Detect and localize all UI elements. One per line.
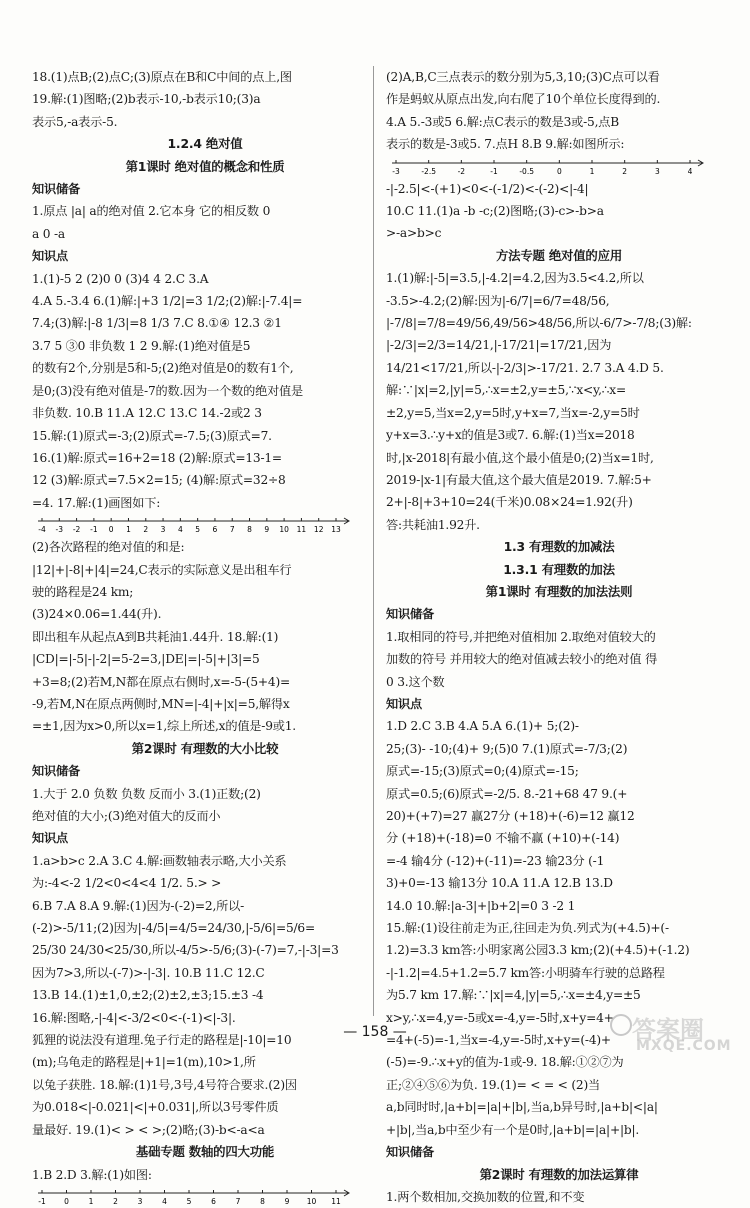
answer-line: 1.B 2.D 3.解:(1)如图: bbox=[32, 1167, 152, 1182]
number-line-label: 4 bbox=[687, 166, 693, 176]
number-line-label: 0 bbox=[556, 166, 562, 176]
number-line-label: 6 bbox=[211, 1196, 216, 1206]
number-line-label: 5 bbox=[195, 525, 201, 535]
answer-line: 4.A 5.-3或5 6.解:点C表示的数是3或-5,点B bbox=[386, 114, 620, 129]
answer-line: 1.2)=3.3 km答:小明家离公园3.3 km;(2)(+4.5)+(-1.2) bbox=[386, 943, 690, 958]
answer-line: 6.B 7.A 8.A 9.解:(1)因为-(-2)=2,所以- bbox=[32, 898, 245, 913]
answer-line: 知识储备 bbox=[32, 764, 80, 779]
number-line-label: 8 bbox=[260, 1196, 265, 1206]
number-line-figure bbox=[386, 157, 732, 177]
answer-line: +3=8;(2)若M,N都在原点右侧时,x=-5-(5+4)= bbox=[32, 674, 291, 689]
answer-line: 16.(1)解:原式=16+2=18 (2)解:原式=13-1= bbox=[32, 450, 282, 465]
number-line-label: 3 bbox=[654, 166, 660, 176]
answer-line: (3)24×0.06=1.44(升). bbox=[32, 607, 162, 622]
answer-line: 知识储备 bbox=[386, 607, 434, 622]
answer-line: 16.解:图略,-|-4|<-3/2<0<-(-1)<|-3|. bbox=[32, 1010, 236, 1025]
answer-line: a,b同时时,|a+b|=|a|+|b|,当a,b异号时,|a+b|<|a| bbox=[386, 1100, 658, 1115]
answer-line: |-2/3|=2/3=14/21,|-17/21|=17/21,因为 bbox=[386, 338, 612, 353]
answer-line: 为:-4<-2 1/2<0<4<4 1/2. 5.> > bbox=[32, 876, 222, 891]
number-line-label: 3 bbox=[160, 525, 166, 535]
answer-line: 非负数. 10.B 11.A 12.C 13.C 14.-2或2 3 bbox=[32, 406, 262, 421]
number-line-label: 2 bbox=[113, 1196, 118, 1206]
answer-line: 1.两个数相加,交换加数的位置,和不变 bbox=[386, 1189, 585, 1204]
answer-line: 正;②④⑤⑥为负. 19.(1)= < = < (2)当 bbox=[386, 1077, 601, 1092]
number-line-label: 9 bbox=[284, 1196, 290, 1206]
answer-line: 20)+(+7)=27 赢27分 (+18)+(-6)=12 赢12 bbox=[386, 809, 635, 823]
watermark-logo: 答案圈 MXQE.COM bbox=[610, 1010, 734, 1056]
answer-line: 原式=-15;(3)原式=0;(4)原式=-15; bbox=[386, 764, 579, 779]
answer-line: 原式=0.5;(6)原式=-2/5. 8.-21+68 47 9.(+ bbox=[386, 786, 628, 801]
answer-line: =±1,因为x>0,所以x=1,综上所述,x的值是-9或1. bbox=[32, 719, 296, 734]
answer-line: -9,若M,N在原点两侧时,MN=|-4|+|x|=5,解得x bbox=[32, 696, 290, 711]
answer-line: (2)A,B,C三点表示的数分别为5,3,10;(3)C点可以看 bbox=[386, 70, 660, 84]
answer-line: 1.2.4 绝对值 bbox=[167, 136, 243, 152]
answer-line: 12 (3)解:原式=7.5×2=15; (4)解:原式=32÷8 bbox=[32, 473, 286, 488]
answer-line: 10.C 11.(1)a -b -c;(2)图略;(3)-c>-b>a bbox=[386, 204, 604, 219]
answer-line: =-4 输4分 (-12)+(-11)=-23 输23分 (-1 bbox=[386, 853, 605, 868]
number-line-label: 3 bbox=[137, 1196, 143, 1206]
answer-line: 为0.018<|-0.021|<|+0.031|,所以3号零件质 bbox=[32, 1100, 279, 1115]
number-line-label: -2 bbox=[457, 166, 466, 176]
answer-line: >-a>b>c bbox=[386, 226, 442, 241]
number-line-label: -1 bbox=[90, 525, 98, 535]
answer-line: 25;(3)- -10;(4)+ 9;(5)0 7.(1)原式=-7/3;(2) bbox=[386, 741, 628, 756]
answer-line: 1.原点 |a| a的绝对值 2.它本身 它的相反数 0 bbox=[32, 204, 271, 219]
number-line-label: 11 bbox=[331, 1196, 341, 1206]
number-line-label: 4 bbox=[162, 1196, 167, 1206]
answer-line: |CD|=|-5|-|-2|=5-2=3,|DE|=|-5|+|3|=5 bbox=[32, 652, 260, 667]
answer-line: 知识点 bbox=[32, 249, 68, 264]
answer-line: 第1课时 绝对值的概念和性质 bbox=[125, 158, 285, 174]
number-line-label: -1 bbox=[490, 166, 498, 176]
answer-line: 1.a>b>c 2.A 3.C 4.解:画数轴表示略,大小关系 bbox=[32, 853, 287, 868]
answer-line: 1.D 2.C 3.B 4.A 5.A 6.(1)+ 5;(2)- bbox=[386, 719, 579, 734]
number-line-label: -2 bbox=[72, 525, 81, 535]
answer-line: 为5.7 km 17.解:∵|x|=4,|y|=5,∴x=±4,y=±5 bbox=[386, 988, 641, 1003]
answer-line: -3.5>-4.2;(2)解:因为|-6/7|=6/7=48/56, bbox=[386, 293, 610, 308]
answer-line: 因为7>3,所以-(-7)>-|-3|. 10.B 11.C 12.C bbox=[32, 965, 265, 980]
answer-line: 量最好. 19.(1)< > < >;(2)略;(3)-b<-a<a bbox=[32, 1122, 265, 1137]
number-line-label: 10 bbox=[279, 525, 289, 535]
answer-line: 第2课时 有理数的加法运算律 bbox=[479, 1166, 639, 1182]
answer-line: y+x=3.∴y+x的值是3或7. 6.解:(1)当x=2018 bbox=[386, 428, 635, 443]
answer-line: 2+|-8|+3+10=24(千米)0.08×24=1.92(升) bbox=[386, 495, 633, 510]
answer-line: (-2)>-5/11;(2)因为|-4/5|=4/5=24/30,|-5/6|=5/6= bbox=[32, 921, 315, 936]
number-line-label: 11 bbox=[296, 525, 307, 535]
number-line-label: 9 bbox=[264, 525, 270, 535]
number-line-figure bbox=[32, 515, 378, 535]
answer-line: (2)各次路程的绝对值的和是: bbox=[32, 540, 185, 555]
answer-line: 答:共耗油1.92升. bbox=[386, 517, 480, 532]
answer-line: 驶的路程是24 km; bbox=[32, 584, 134, 599]
answer-line: 表示的数是-3或5. 7.点H 8.B 9.解:如图所示: bbox=[386, 137, 625, 152]
number-line-label: 1 bbox=[126, 525, 131, 535]
number-line-label: 8 bbox=[247, 525, 252, 535]
number-line-label: 10 bbox=[306, 1196, 317, 1206]
answer-line: ±2,y=5,当x=2,y=5时,y+x=7,当x=-2,y=5时 bbox=[386, 405, 640, 420]
answer-line: 3.7 5 ③0 非负数 1 2 9.解:(1)绝对值是5 bbox=[32, 338, 251, 353]
answer-line: 基础专题 数轴的四大功能 bbox=[135, 1144, 275, 1160]
answer-line: 3)+0=-13 输13分 10.A 11.A 12.B 13.D bbox=[386, 876, 613, 891]
number-line-label: -3 bbox=[55, 525, 64, 535]
number-line-label: 2 bbox=[143, 525, 149, 535]
answer-line: 13.B 14.(1)±1,0,±2;(2)±2,±3;15.±3 -4 bbox=[32, 988, 264, 1003]
number-line-label: 2 bbox=[622, 166, 628, 176]
answer-line: 分 (+18)+(-18)=0 不输不赢 (+10)+(-14) bbox=[386, 831, 620, 846]
answer-line: +|b|,当a,b中至少有一个是0时,|a+b|=|a|+|b|. bbox=[386, 1122, 640, 1137]
answer-line: 1.(1)-5 2 (2)0 0 (3)4 4 2.C 3.A bbox=[32, 271, 209, 286]
answer-line: 14.0 10.解:|a-3|+|b+2|=0 3 -2 1 bbox=[386, 898, 576, 913]
answer-line: 表示5,-a表示-5. bbox=[32, 114, 118, 129]
number-line-label: 1 bbox=[589, 166, 595, 176]
answer-line: 1.(1)解:|-5|=3.5,|-4.2|=4.2,因为3.5<4.2,所以 bbox=[386, 271, 644, 286]
answer-line: 14/21<17/21,所以-|-2/3|>-17/21. 2.7 3.A 4.D 5. bbox=[386, 360, 664, 375]
answer-line: 15.解:(1)原式=-3;(2)原式=-7.5;(3)原式=7. bbox=[32, 428, 272, 443]
answer-line: 15.解:(1)设往前走为正,往回走为负.列式为(+4.5)+(- bbox=[386, 921, 669, 936]
answer-line: |12|+|-8|+|4|=24,C表示的实际意义是出租车行 bbox=[32, 562, 292, 577]
answer-line: 时,|x-2018|有最小值,这个最小值是0;(2)当x=1时, bbox=[386, 450, 654, 465]
answer-line: =4+(-5)=-1,当x=-4,y=-5时,x+y=(-4)+ bbox=[386, 1033, 611, 1048]
answer-line: 即出租车从起点A到B共耗油1.44升. 18.解:(1) bbox=[32, 629, 279, 644]
answer-line: 解:∵|x|=2,|y|=5,∴x=±2,y=±5,∵x<y,∴x= bbox=[386, 383, 626, 398]
number-line-label: 4 bbox=[177, 525, 183, 535]
number-line-label: 5 bbox=[186, 1196, 192, 1206]
answer-line: 1.3.1 有理数的加法 bbox=[503, 561, 615, 577]
answer-line: 第1课时 有理数的加法法则 bbox=[485, 583, 633, 599]
number-line-label: 7 bbox=[229, 525, 235, 535]
number-line-figure bbox=[32, 1187, 378, 1207]
number-line-label: 0 bbox=[108, 525, 114, 535]
answer-line: 方法专题 绝对值的应用 bbox=[495, 247, 623, 263]
answer-line: a 0 -a bbox=[32, 226, 65, 241]
number-line-label: -4 bbox=[38, 525, 46, 535]
answer-line: 2019-|x-1|有最大值,这个最大值是2019. 7.解:5+ bbox=[386, 472, 652, 487]
answer-line: 1.3 有理数的加减法 bbox=[503, 539, 615, 555]
answer-line: 的数有2个,分别是5和-5;(2)绝对值是0的数有1个, bbox=[32, 361, 294, 376]
answer-line: 25/30 24/30<25/30,所以-4/5>-5/6;(3)-(-7)=7,-|-3|=3 bbox=[32, 943, 339, 958]
answer-line: x>y,∴x=4,y=-5或x=-4,y=-5时,x+y=4+ bbox=[386, 1010, 614, 1025]
number-line-label: -1 bbox=[38, 1196, 46, 1206]
answer-line: 7.4;(3)解:|-8 1/3|=8 1/3 7.C 8.①④ 12.3 ②1 bbox=[32, 316, 282, 331]
answer-line: 以兔子获胜. 18.解:(1)1号,3号,4号符合要求.(2)因 bbox=[32, 1077, 297, 1092]
answer-line: (-5)=-9.∴x+y的值为-1或-9. 18.解:①②⑦为 bbox=[386, 1055, 624, 1070]
answer-line: 狐狸的说法没有道理.兔子行走的路程是|-10|=10 bbox=[32, 1033, 292, 1048]
number-line-label: -0.5 bbox=[519, 166, 534, 176]
answer-line: 是0;(3)没有绝对值是-7的数.因为一个数的绝对值是 bbox=[32, 383, 304, 398]
answer-line: 4.A 5.-3.4 6.(1)解:|+3 1/2|=3 1/2;(2)解:|-7.4|= bbox=[32, 294, 303, 309]
answer-line: 作是蚂蚁从原点出发,向右爬了10个单位长度得到的. bbox=[386, 92, 661, 107]
number-line-label: 7 bbox=[235, 1196, 241, 1206]
answer-line: 19.解:(1)图略;(2)b表示-10,-b表示10;(3)a bbox=[32, 92, 261, 107]
answer-line: 知识储备 bbox=[386, 1145, 434, 1160]
answer-line: 加数的符号 并用较大的绝对值减去较小的绝对值 得 bbox=[386, 652, 658, 667]
answer-line: 知识点 bbox=[32, 831, 68, 846]
number-line-label: 0 bbox=[64, 1196, 69, 1206]
answer-line: 0 3.这个数 bbox=[386, 674, 445, 689]
answer-line: 1.取相同的符号,并把绝对值相加 2.取绝对值较大的 bbox=[386, 629, 656, 644]
answer-line: 知识储备 bbox=[32, 182, 80, 197]
number-line-label: 6 bbox=[212, 525, 218, 535]
number-line-label: 13 bbox=[331, 525, 341, 535]
number-line-label: 12 bbox=[313, 525, 324, 535]
answer-line: (m);乌龟走的路程是|+1|=1(m),10>1,所 bbox=[32, 1055, 256, 1070]
answer-line: 第2课时 有理数的大小比较 bbox=[131, 740, 279, 756]
answer-line: 18.(1)点B;(2)点C;(3)原点在B和C中间的点上,图 bbox=[32, 70, 292, 84]
page-number: — 158 — bbox=[343, 1024, 407, 1040]
answer-line: -|-2.5|<-(+1)<0<-(-1/2)<-(-2)<|-4| bbox=[386, 181, 589, 196]
answer-line: 绝对值的大小;(3)绝对值大的反而小 bbox=[32, 809, 221, 823]
answer-line: 1.大于 2.0 负数 负数 反而小 3.(1)正数;(2) bbox=[32, 786, 261, 801]
number-line-label: -2.5 bbox=[421, 166, 436, 176]
answer-line: |-7/8|=7/8=49/56,49/56>48/56,所以-6/7>-7/8;(3)解: bbox=[386, 316, 692, 331]
answer-line: =4. 17.解:(1)画图如下: bbox=[32, 495, 161, 510]
answer-line: 知识点 bbox=[386, 696, 422, 711]
answer-line: -|-1.2|=4.5+1.2=5.7 km答:小明骑车行驶的总路程 bbox=[386, 965, 665, 980]
number-line-label: 1 bbox=[88, 1196, 94, 1206]
number-line-label: -3 bbox=[392, 166, 400, 176]
